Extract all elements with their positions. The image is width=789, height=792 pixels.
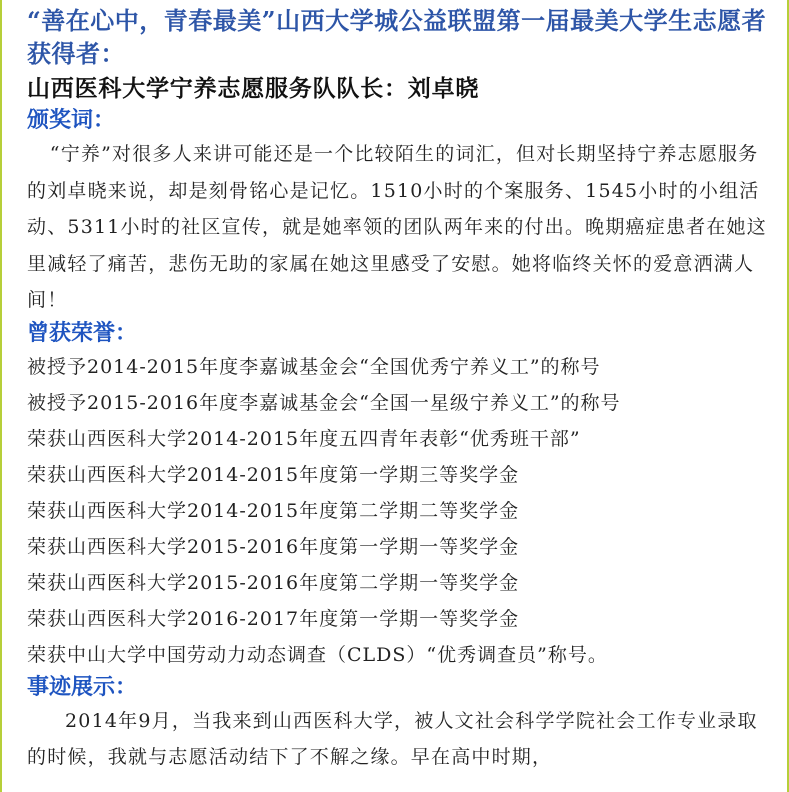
headline: “善在心中，青春最美”山西大学城公益联盟第一届最美大学生志愿者获得者： [27,6,767,68]
honor-item: 荣获山西医科大学2014-2015年度第二学期二等奖学金 [27,499,520,522]
deeds-text: 2014年9月，当我来到山西医科大学，被人文社会科学学院社会工作专业录取的时候，我就与志愿活动结下了不解之缘。早在高中时期， [27,709,758,768]
deeds-title: 事迹展示： [27,674,138,700]
honor-item: 荣获山西医科大学2014-2015年度五四青年表彰“优秀班干部” [27,427,581,450]
honor-item: 荣获山西医科大学2015-2016年度第二学期一等奖学金 [27,571,520,594]
honors-list [27,349,767,673]
honor-item: 被授予2015-2016年度李嘉诚基金会“全国一星级宁养义工”的称号 [27,391,621,414]
honor-item: 荣获中山大学中国劳动力动态调查（CLDS）“优秀调查员”称号。 [27,643,608,666]
subheadline: 山西医科大学宁养志愿服务队队长：刘卓晓 [27,75,480,102]
honor-item: 荣获山西医科大学2016-2017年度第一学期一等奖学金 [27,607,520,630]
honors-title: 曾获荣誉： [27,320,138,346]
honor-item: 荣获山西医科大学2015-2016年度第一学期一等奖学金 [27,535,520,558]
honor-item: 荣获山西医科大学2014-2015年度第一学期三等奖学金 [27,463,520,486]
award-words-text: “宁养”对很多人来讲可能还是一个比较陌生的词汇，但对长期坚持宁养志愿服务的刘卓晓来说，却是刻骨铭心是记忆。1510小时的个案服务、1545小时的小组活动、5311小时的社区宣传，就是她率领的团队两年来的付出。晚期癌症患者在她这里减轻了痛苦，悲伤无助的家属在她这里感受了安慰。她将临终关怀的爱意洒满人间！ [27,143,767,311]
article-content [27,4,767,776]
award-words-title: 颁奖词： [27,108,116,133]
honor-item: 被授予2014-2015年度李嘉诚基金会“全国优秀宁养义工”的称号 [27,355,601,378]
